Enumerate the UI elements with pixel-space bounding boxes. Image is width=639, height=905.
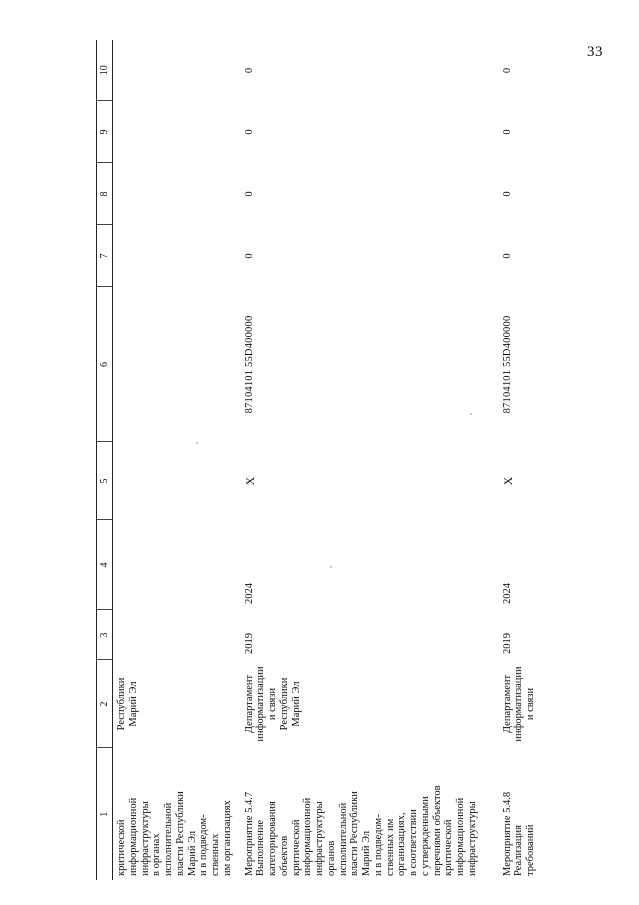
measure-name-cell <box>499 748 559 880</box>
header-row <box>97 40 113 880</box>
measure-name-line: им организациях <box>221 800 233 876</box>
mark-cell <box>113 442 241 520</box>
end-year-cell: 2024 <box>501 583 513 604</box>
measure-name-line: инфраструктуры <box>314 801 325 876</box>
measure-name-line: перечнями объектов <box>431 785 443 876</box>
value-col-10: 0 <box>501 67 513 74</box>
measure-name-line: критической <box>290 819 302 876</box>
value-col-8: 0 <box>501 191 513 197</box>
measure-name-line: ственных <box>210 833 221 876</box>
measure-name-line: с утвержденными <box>419 796 431 876</box>
executor-line: и связи <box>525 687 536 721</box>
value-col-7: 0 <box>243 253 255 259</box>
header-col-6: 6 <box>97 287 113 442</box>
value-col-9: 0 <box>243 129 255 135</box>
header-col-10: 10 <box>97 40 113 101</box>
value-col-8: 0 <box>243 191 255 197</box>
header-col-4: 4 <box>97 520 113 610</box>
mark-cell: X <box>242 476 257 486</box>
start-year-cell: 2019 <box>501 633 513 654</box>
scan-speck <box>470 413 472 415</box>
executor-line: Департамент <box>243 674 255 734</box>
measure-name-line: организациях, <box>396 812 408 876</box>
measure-name-line: ственных им <box>384 818 396 876</box>
budget-code-cell: 87104101 55D400000 <box>243 315 255 414</box>
measure-name-line: Мероприятие 5.4.7 <box>243 791 255 876</box>
measure-name-line: Марий Эл <box>186 830 198 876</box>
budget-code-cell: 87104101 55D400000 <box>501 315 513 414</box>
measure-name-line: исполнительной <box>163 802 174 876</box>
value-col-10: 0 <box>243 67 255 74</box>
measure-name-line: требований <box>525 824 536 876</box>
value-col-10 <box>113 40 241 101</box>
measure-name-line: Марий Эл <box>361 830 372 876</box>
program-measures-table <box>96 40 559 880</box>
measure-name-line: критической <box>443 819 455 876</box>
measure-name-line: инфраструктуры <box>466 801 478 876</box>
budget-code-cell <box>113 287 241 442</box>
measure-name-line: объектов <box>278 835 290 876</box>
start-year-cell <box>113 610 241 660</box>
table-row <box>241 40 499 880</box>
header-col-1: 1 <box>97 748 113 880</box>
header-col-3: 3 <box>97 610 113 660</box>
measure-name-line: Мероприятие 5.4.8 <box>501 791 513 876</box>
measure-name-line: информационной <box>127 797 139 876</box>
measure-name-line: и в подведом- <box>372 814 384 876</box>
measure-name-cell <box>113 748 241 880</box>
measure-name-line: инфраструктуры <box>139 801 151 876</box>
measure-name-line: информационной <box>455 797 466 876</box>
value-col-8 <box>113 163 241 225</box>
measure-name-line: власти Республики <box>174 791 186 876</box>
measure-name-line: в органах <box>151 833 163 876</box>
end-year-cell <box>113 520 241 610</box>
measure-name-line: и в подведом- <box>198 814 210 876</box>
executor-line: Республики <box>278 677 290 731</box>
table-row <box>499 40 559 880</box>
measure-name-line: информационной <box>302 797 314 876</box>
start-year-cell: 2019 <box>243 633 255 654</box>
rotated-table-container <box>96 40 600 880</box>
executor-cell <box>113 660 241 748</box>
measure-name-line: категорирования <box>267 801 278 876</box>
executor-line: и связи <box>267 687 278 721</box>
table-row <box>113 40 241 880</box>
header-col-8: 8 <box>97 163 113 225</box>
header-col-2: 2 <box>97 660 113 748</box>
value-col-9: 0 <box>501 129 513 135</box>
scan-speck <box>330 566 332 568</box>
executor-line: информатизации <box>255 666 267 742</box>
value-col-9 <box>113 101 241 163</box>
measure-name-cell <box>241 748 499 880</box>
measure-name-line: критической <box>116 819 127 876</box>
measure-name-line: Реализация <box>513 825 525 876</box>
executor-line: Марий Эл <box>127 681 139 727</box>
executor-line: Республики <box>116 677 127 731</box>
executor-line: Департамент <box>501 674 513 734</box>
measure-name-line: власти Республики <box>349 791 361 876</box>
executor-cell <box>241 660 499 748</box>
page-number: 33 <box>587 44 603 60</box>
measure-name-line: Выполнение <box>255 819 267 876</box>
measure-name-line: в соответствии <box>408 809 419 876</box>
measure-name-line: органов <box>325 840 337 876</box>
header-col-5: 5 <box>97 442 113 520</box>
executor-cell <box>499 660 559 748</box>
scan-speck <box>196 442 198 444</box>
value-col-7 <box>113 225 241 287</box>
mark-cell: X <box>500 476 515 486</box>
header-col-9: 9 <box>97 101 113 163</box>
value-col-7: 0 <box>501 253 513 259</box>
executor-line: информатизации <box>513 666 525 742</box>
end-year-cell: 2024 <box>243 583 255 604</box>
executor-line: Марий Эл <box>290 681 302 727</box>
measure-name-line: исполнительной <box>337 802 349 876</box>
header-col-7: 7 <box>97 225 113 287</box>
